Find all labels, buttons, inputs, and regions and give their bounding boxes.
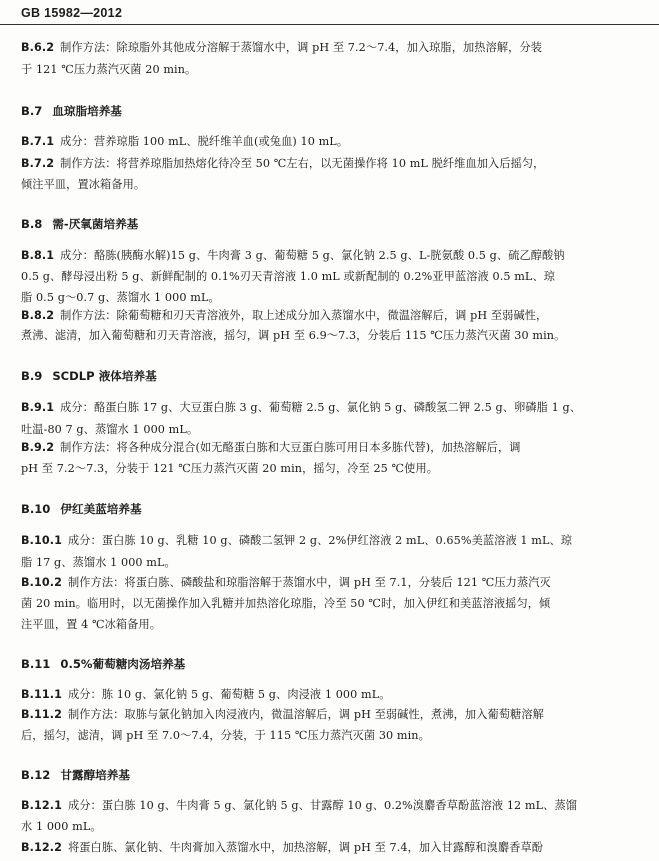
clause-number: B.9 bbox=[21, 369, 43, 383]
line-text: 水 1 000 mL。 bbox=[21, 820, 102, 833]
clause-number: B.8.1 bbox=[21, 249, 55, 262]
heading-text: SCDLP 液体培养基 bbox=[52, 369, 157, 383]
line-text: 吐温-80 7 g、蒸馏水 1 000 mL。 bbox=[21, 423, 199, 436]
paragraph-line bbox=[21, 329, 641, 343]
paragraph-line bbox=[21, 462, 641, 476]
paragraph-line bbox=[21, 157, 641, 171]
line-text: 成分：胨 10 g、氯化钠 5 g、葡萄糖 5 g、肉浸液 1 000 mL。 bbox=[67, 688, 391, 701]
section-heading bbox=[21, 104, 122, 118]
paragraph-line bbox=[21, 423, 641, 437]
clause-number: B.9.1 bbox=[21, 401, 55, 414]
clause-number: B.11.2 bbox=[21, 708, 62, 721]
clause-number: B.12.1 bbox=[21, 799, 62, 812]
paragraph-line bbox=[21, 534, 641, 548]
heading-text: 0.5%葡萄糖肉汤培养基 bbox=[60, 657, 186, 671]
line-text: 注平皿，置 4 ℃冰箱备用。 bbox=[21, 618, 162, 631]
section-heading bbox=[21, 369, 157, 383]
line-text: 成分：蛋白胨 10 g、牛肉膏 5 g、氯化钠 5 g、甘露醇 10 g、0.2%溴麝香草酚蓝溶液 12 mL、蒸馏 bbox=[67, 799, 578, 812]
clause-number: B.7.1 bbox=[21, 135, 55, 148]
paragraph-line bbox=[21, 820, 641, 834]
clause-number: B.10.2 bbox=[21, 576, 62, 589]
line-text: 制作方法：将蛋白胨、磷酸盐和琼脂溶解于蒸馏水中，调 pH 至 7.1，分装后 121 ℃压力蒸汽灭 bbox=[67, 576, 551, 589]
line-text: 成分：营养琼脂 100 mL、脱纤维羊血(或兔血) 10 mL。 bbox=[60, 135, 349, 148]
paragraph-line bbox=[21, 401, 641, 415]
section-heading bbox=[21, 768, 130, 782]
clause-number: B.10 bbox=[21, 502, 51, 516]
heading-text: 甘露醇培养基 bbox=[60, 768, 130, 782]
line-text: 脂 17 g、蒸馏水 1 000 mL。 bbox=[21, 556, 176, 569]
line-text: 于 121 ℃压力蒸汽灭菌 20 min。 bbox=[21, 63, 197, 76]
clause-number: B.10.1 bbox=[21, 534, 62, 547]
line-text: 脂 0.5 g～0.7 g、蒸馏水 1 000 mL。 bbox=[21, 291, 220, 304]
line-text: 制作方法：将营养琼脂加热熔化待冷至 50 ℃左右，以无菌操作将 10 mL 脱纤维血加入后摇匀， bbox=[60, 157, 545, 170]
line-text: 煮沸、滤清，加入葡萄糖和刃天青溶液，摇匀，调 pH 至 6.9～7.3，分装后 115 ℃压力蒸汽灭菌 30 min。 bbox=[21, 329, 566, 342]
paragraph-line bbox=[21, 441, 641, 455]
line-text: 倾注平皿，置冰箱备用。 bbox=[21, 178, 146, 191]
line-text: 制作方法：除琼脂外其他成分溶解于蒸馏水中，调 pH 至 7.2～7.4，加入琼脂，加热溶解，分装 bbox=[60, 41, 543, 54]
paragraph-line bbox=[21, 309, 641, 323]
paragraph-line bbox=[21, 178, 641, 192]
heading-text: 血琼脂培养基 bbox=[52, 104, 122, 118]
paragraph-line bbox=[21, 249, 641, 263]
standard-number-header: GB 15982—2012 bbox=[21, 6, 123, 20]
paragraph-line bbox=[21, 556, 641, 570]
paragraph-line bbox=[21, 708, 641, 722]
section-heading bbox=[21, 502, 142, 516]
clause-number: B.12 bbox=[21, 768, 51, 782]
clause-number: B.7 bbox=[21, 104, 43, 118]
heading-text: 需-厌氧菌培养基 bbox=[52, 217, 139, 231]
paragraph-line bbox=[21, 597, 641, 611]
line-text: 成分：酪胨(胰酶水解)15 g、牛肉膏 3 g、葡萄糖 5 g、氯化钠 2.5 g、L-胱氨酸 0.5 g、硫乙醇酸钠 bbox=[60, 249, 565, 262]
line-text: 0.5 g、酵母浸出粉 5 g、新鲜配制的 0.1%刃天青溶液 1.0 mL 或新配制的 0.2%亚甲蓝溶液 0.5 mL、琼 bbox=[21, 270, 556, 283]
line-text: 制作方法：将各种成分混合(如无酪蛋白胨和大豆蛋白胨可用日本多胨代替)，加热溶解后，调 bbox=[60, 441, 521, 454]
paragraph-line bbox=[21, 799, 641, 813]
paragraph-line bbox=[21, 135, 641, 149]
paragraph-line bbox=[21, 618, 641, 632]
line-text: 制作方法：除葡萄糖和刃天青溶液外，取上述成分加入蒸馏水中，微温溶解后，调 pH 至弱碱性， bbox=[60, 309, 548, 322]
line-text: 后，摇匀，滤清，调 pH 至 7.0～7.4，分装，于 115 ℃压力蒸汽灭菌 30 min。 bbox=[21, 729, 430, 742]
paragraph-line bbox=[21, 729, 641, 743]
paragraph-line bbox=[21, 291, 641, 305]
line-text: 成分：酪蛋白胨 17 g、大豆蛋白胨 3 g、葡萄糖 2.5 g、氯化钠 5 g、磷酸氢二钾 2.5 g、卵磷脂 1 g、 bbox=[60, 401, 582, 414]
clause-number: B.8 bbox=[21, 217, 43, 231]
clause-number: B.6.2 bbox=[21, 41, 55, 54]
line-text: 菌 20 min。临用时，以无菌操作加入乳糖并加热溶化琼脂，冷至 50 ℃时，加入伊红和美蓝溶液摇匀，倾 bbox=[21, 597, 551, 610]
line-text: 成分：蛋白胨 10 g、乳糖 10 g、磷酸二氢钾 2 g、2%伊红溶液 2 mL、0.65%美蓝溶液 1 mL、琼 bbox=[67, 534, 573, 547]
clause-number: B.11 bbox=[21, 657, 51, 671]
heading-text: 伊红美蓝培养基 bbox=[60, 502, 142, 516]
header-rule bbox=[0, 24, 659, 25]
clause-number: B.7.2 bbox=[21, 157, 55, 170]
paragraph-line bbox=[21, 270, 641, 284]
paragraph-line bbox=[21, 841, 641, 855]
paragraph-line bbox=[21, 576, 641, 590]
line-text: pH 至 7.2～7.3，分装于 121 ℃压力蒸汽灭菌 20 min，摇匀，冷至 25 ℃使用。 bbox=[21, 462, 439, 475]
section-heading bbox=[21, 217, 138, 231]
clause-number: B.9.2 bbox=[21, 441, 55, 454]
clause-number: B.8.2 bbox=[21, 309, 55, 322]
paragraph-line bbox=[21, 41, 641, 55]
paragraph-line bbox=[21, 688, 641, 702]
paragraph-line bbox=[21, 63, 641, 77]
line-text: 将蛋白胨、氯化钠、牛肉膏加入蒸馏水中，加热溶解，调 pH 至 7.4，加入甘露醇和溴麝香草酚 bbox=[67, 841, 544, 854]
line-text: 制作方法：取胨与氯化钠加入肉浸液内，微温溶解后，调 pH 至弱碱性，煮沸，加入葡萄糖溶解 bbox=[67, 708, 544, 721]
section-heading bbox=[21, 657, 185, 671]
clause-number: B.11.1 bbox=[21, 688, 62, 701]
clause-number: B.12.2 bbox=[21, 841, 62, 854]
